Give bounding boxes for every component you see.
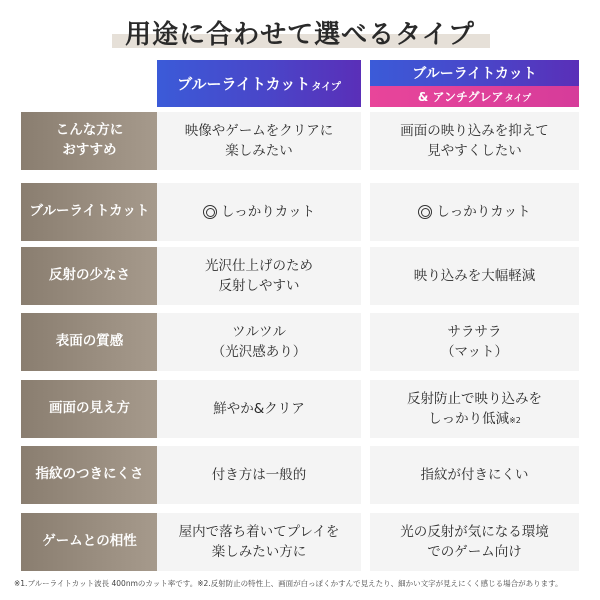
header-bluelight-small: タイプ (311, 82, 341, 93)
row-label (21, 247, 158, 305)
header-bluelight-type (157, 60, 361, 107)
cell-line: 楽しみたい (225, 143, 293, 159)
antiglare-cell (370, 112, 579, 170)
double-circle-icon (418, 205, 432, 219)
header-antiglare-type (370, 60, 579, 107)
cell-line: 画面の映り込みを抑えて (400, 122, 549, 139)
bluelight-cell (157, 247, 361, 305)
bluelight-cell (157, 380, 361, 438)
cell-line: 鮮やか&クリア (213, 400, 305, 417)
bluelight-cell (157, 112, 361, 170)
row-label (21, 380, 158, 438)
cell-line: 見やすくしたい (427, 143, 522, 159)
cell-line: （マット） (441, 344, 508, 360)
cell-line: 反射防止で映り込みを (407, 390, 542, 407)
antiglare-cell (370, 313, 579, 371)
row-label-line: おすすめ (62, 142, 117, 158)
row-label-line: ブルーライトカット (29, 203, 150, 220)
header-antiglare-small: タイプ (504, 94, 532, 104)
antiglare-cell (370, 380, 579, 438)
table-row (21, 247, 579, 305)
bluelight-cell (157, 513, 361, 571)
cell-line: しっかり低減 (428, 411, 510, 427)
row-label-line: こんな方に (55, 122, 124, 139)
row-label (21, 313, 158, 371)
row-label-line: 反射の少なさ (49, 267, 130, 284)
table-row (21, 313, 579, 371)
cell-line: 指紋が付きにくい (420, 466, 529, 483)
row-label (21, 446, 158, 504)
cell-line: 反射しやすい (218, 278, 300, 294)
footnote: ※1.ブルーライトカット波長 400nmのカット率です。※2.反射防止の特性上、画面が白っぽくかすんで見えたり、細かい文字が見えにくく感じる場合があります。 (14, 579, 563, 588)
row-label-line: 表面の質感 (55, 333, 124, 350)
cell-line: 付き方は一般的 (211, 466, 307, 483)
bluelight-cell (157, 183, 361, 241)
table-row (21, 183, 579, 241)
row-label-line: 指紋のつきにくさ (35, 466, 144, 483)
footnote-marker: ※2 (509, 416, 521, 425)
row-label (21, 112, 158, 170)
antiglare-cell (370, 446, 579, 504)
cell-line: サラサラ (447, 323, 502, 340)
header-antiglare-main: & アンチグレア (417, 90, 504, 104)
cell-line: でのゲーム向け (427, 544, 522, 560)
header-bluelight-main: ブルーライトカット (177, 75, 311, 93)
table-row (21, 446, 579, 504)
cell-line: 楽しみたい方に (211, 544, 307, 560)
table-row (21, 513, 579, 571)
row-label (21, 183, 158, 241)
cell-line: 光沢仕上げのため (205, 257, 313, 274)
cell-line: 映り込みを大幅軽減 (413, 267, 536, 284)
cell-line: 映像やゲームをクリアに (184, 122, 334, 139)
page-title: 用途に合わせて選べるタイプ (125, 20, 475, 50)
cell-line: しっかりカット (436, 203, 531, 220)
row-label (21, 513, 158, 571)
header-antiglare-top: ブルーライトカット (370, 60, 579, 86)
bluelight-cell (157, 313, 361, 371)
table-row (21, 112, 579, 170)
antiglare-cell (370, 513, 579, 571)
title-area (0, 0, 600, 58)
double-circle-icon (203, 205, 217, 219)
table-row (21, 380, 579, 438)
antiglare-cell (370, 183, 579, 241)
antiglare-cell (370, 247, 579, 305)
cell-line: ツルツル (232, 323, 286, 340)
cell-line: 屋内で落ち着いてプレイを (178, 523, 340, 540)
cell-line: 光の反射が気になる環境 (400, 523, 549, 540)
cell-line: しっかりカット (220, 203, 316, 220)
row-label-line: ゲームとの相性 (42, 533, 137, 550)
header-antiglare-bottom (370, 86, 579, 107)
cell-line: （光沢感あり） (211, 344, 307, 360)
bluelight-cell (157, 446, 361, 504)
row-label-line: 画面の見え方 (49, 400, 130, 417)
